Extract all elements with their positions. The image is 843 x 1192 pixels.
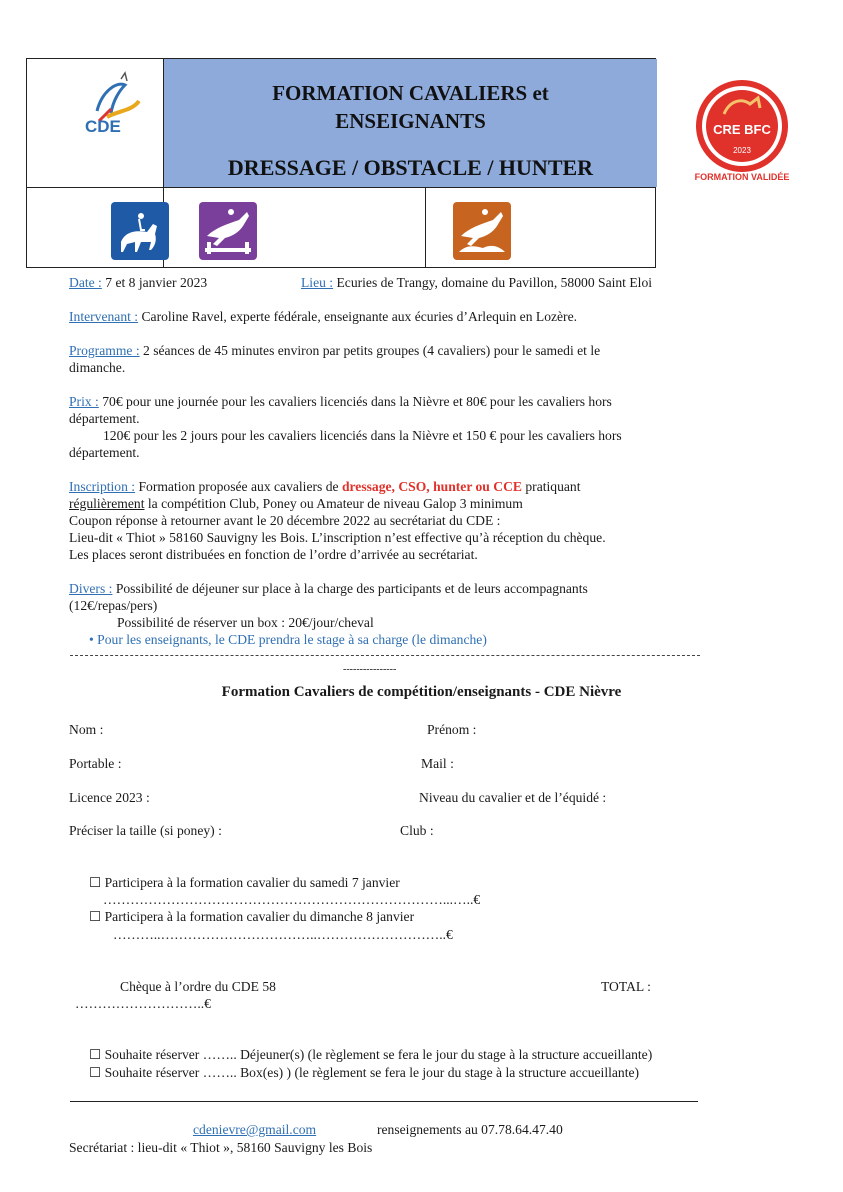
intervenant-line — [69, 309, 577, 325]
option-dimanche[interactable] — [89, 909, 414, 925]
prenom-field[interactable]: Prénom : — [427, 722, 477, 737]
header-vline-2 — [425, 187, 426, 267]
cheque-text: Chèque à l’ordre du CDE 58 — [120, 979, 276, 994]
souhait-box-label: Souhaite réserver …….. Box(es) ) (le règlement se fera le jour du stage à la structure accueillante) — [104, 1065, 640, 1080]
lieu-value: Ecuries de Trangy, domaine du Pavillon, 58000 Saint Eloi — [333, 275, 653, 290]
cde-logo — [77, 71, 157, 161]
checkbox-icon[interactable]: ☐ — [89, 1047, 102, 1062]
divers-line-1 — [69, 581, 588, 597]
obstacle-icon — [199, 202, 257, 260]
portable-field[interactable]: Portable : — [69, 756, 122, 771]
inscription-underlined: régulièrement — [69, 496, 145, 511]
prix-line-2: département. — [69, 411, 140, 426]
club-field[interactable]: Club : — [400, 823, 434, 838]
checkbox-icon[interactable]: ☐ — [89, 1065, 102, 1080]
inscription-post: pratiquant — [521, 479, 581, 494]
programme-line-1 — [69, 343, 600, 359]
inscription-highlight: dressage, CSO, hunter ou CCE — [341, 479, 522, 494]
cut-line-tail: ---------------- — [343, 664, 397, 675]
form-title: Formation Cavaliers de compétition/enseignants - CDE Nièvre — [221, 684, 622, 700]
title-line-2: ENSEIGNANTS — [335, 109, 486, 133]
inscription-label: Inscription : — [69, 479, 136, 494]
date-label: Date : — [69, 275, 102, 290]
email-link[interactable]: cdenievre@gmail.com — [193, 1122, 317, 1137]
badge-caption: FORMATION VALIDÉE — [694, 172, 790, 182]
programme-line-2: dimanche. — [69, 360, 126, 375]
date-value: 7 et 8 janvier 2023 — [101, 275, 208, 290]
hunter-icon — [453, 202, 511, 260]
lieu-label: Lieu : — [301, 275, 334, 290]
nom-field[interactable]: Nom : — [69, 722, 104, 737]
inscription-line-4: Lieu-dit « Thiot » 58160 Sauvigny les Bois. L’inscription n’est effective qu’à réception du chèque. — [69, 530, 606, 545]
inscription-line-1 — [69, 479, 581, 495]
option-dimanche-label: Participera à la formation cavalier du dimanche 8 janvier — [104, 909, 415, 924]
prix-line-3: 120€ pour les 2 jours pour les cavaliers licenciés dans la Nièvre et 150 € pour les cavaliers hors — [103, 428, 622, 443]
souhait-dejeuner-label: Souhaite réserver …….. Déjeuner(s) (le règlement se fera le jour du stage à la structure accueillante) — [104, 1047, 653, 1062]
header-divider — [27, 187, 656, 188]
checkbox-icon[interactable]: ☐ — [89, 909, 102, 924]
cde-logo-text: CDE — [85, 117, 121, 136]
prix-line-1 — [69, 394, 612, 410]
lieu-line — [301, 275, 652, 291]
secretariat-text: Secrétariat : lieu-dit « Thiot », 58160 Sauvigny les Bois — [69, 1140, 373, 1155]
inscription-line-5: Les places seront distribuées en fonction de l’ordre d’arrivée au secrétariat. — [69, 547, 478, 562]
intervenant-value: Caroline Ravel, experte fédérale, enseignante aux écuries d’Arlequin en Lozère. — [138, 309, 578, 324]
renseignements-text: renseignements au 07.78.64.47.40 — [377, 1122, 563, 1137]
option-samedi-dots: …………………………………………………………………...…..€ — [103, 892, 481, 907]
programme-value: 2 séances de 45 minutes environ par petits groupes (4 cavaliers) pour le samedi et le — [139, 343, 601, 358]
badge-text: CRE BFC — [713, 122, 771, 137]
date-line — [69, 275, 207, 291]
title-panel — [163, 59, 657, 187]
divers-line-2: (12€/repas/pers) — [69, 598, 158, 613]
header-box — [26, 58, 656, 268]
licence-field[interactable]: Licence 2023 : — [69, 790, 150, 805]
divers-line-3: Possibilité de réserver un box : 20€/jour/cheval — [117, 615, 374, 630]
footer-divider — [70, 1101, 698, 1102]
subtitle: DRESSAGE / OBSTACLE / HUNTER — [227, 155, 594, 180]
inscription-line-3: Coupon réponse à retourner avant le 20 décembre 2022 au secrétariat du CDE : — [69, 513, 501, 528]
option-samedi[interactable] — [89, 875, 400, 891]
taille-field[interactable]: Préciser la taille (si poney) : — [69, 823, 222, 838]
intervenant-label: Intervenant : — [69, 309, 139, 324]
souhait-dejeuner[interactable] — [89, 1047, 652, 1063]
prix-label: Prix : — [69, 394, 99, 409]
prix-line-4: département. — [69, 445, 140, 460]
dressage-icon — [111, 202, 169, 260]
option-dimanche-dots: ………..……………………………..………………………..€ — [113, 927, 453, 942]
souhait-box[interactable] — [89, 1065, 639, 1081]
mail-field[interactable]: Mail : — [421, 756, 454, 771]
divers-value: Possibilité de déjeuner sur place à la charge des participants et de leurs accompagnants — [112, 581, 588, 596]
checkbox-icon[interactable]: ☐ — [89, 875, 102, 890]
total-dots: ………………………..€ — [75, 996, 211, 1011]
divers-label: Divers : — [69, 581, 113, 596]
cut-line — [70, 655, 700, 656]
programme-label: Programme : — [69, 343, 140, 358]
inscription-pre: Formation proposée aux cavaliers de — [135, 479, 342, 494]
prix-value: 70€ pour une journée pour les cavaliers licenciés dans la Nièvre et 80€ pour les cavaliers hors — [98, 394, 612, 409]
total-label: TOTAL : — [601, 979, 651, 994]
divers-bullet — [89, 632, 487, 648]
option-samedi-label: Participera à la formation cavalier du samedi 7 janvier — [104, 875, 400, 890]
inscription-line-2-text: la compétition Club, Poney ou Amateur de niveau Galop 3 minimum — [144, 496, 523, 511]
bullet-icon: • — [89, 632, 94, 647]
divers-bullet-text: Pour les enseignants, le CDE prendra le stage à sa charge (le dimanche) — [97, 632, 487, 647]
inscription-line-2 — [69, 496, 523, 512]
niveau-field[interactable]: Niveau du cavalier et de l’équidé : — [419, 790, 607, 805]
title-line-1: FORMATION CAVALIERS et — [272, 81, 549, 105]
badge-year: 2023 — [733, 146, 751, 155]
